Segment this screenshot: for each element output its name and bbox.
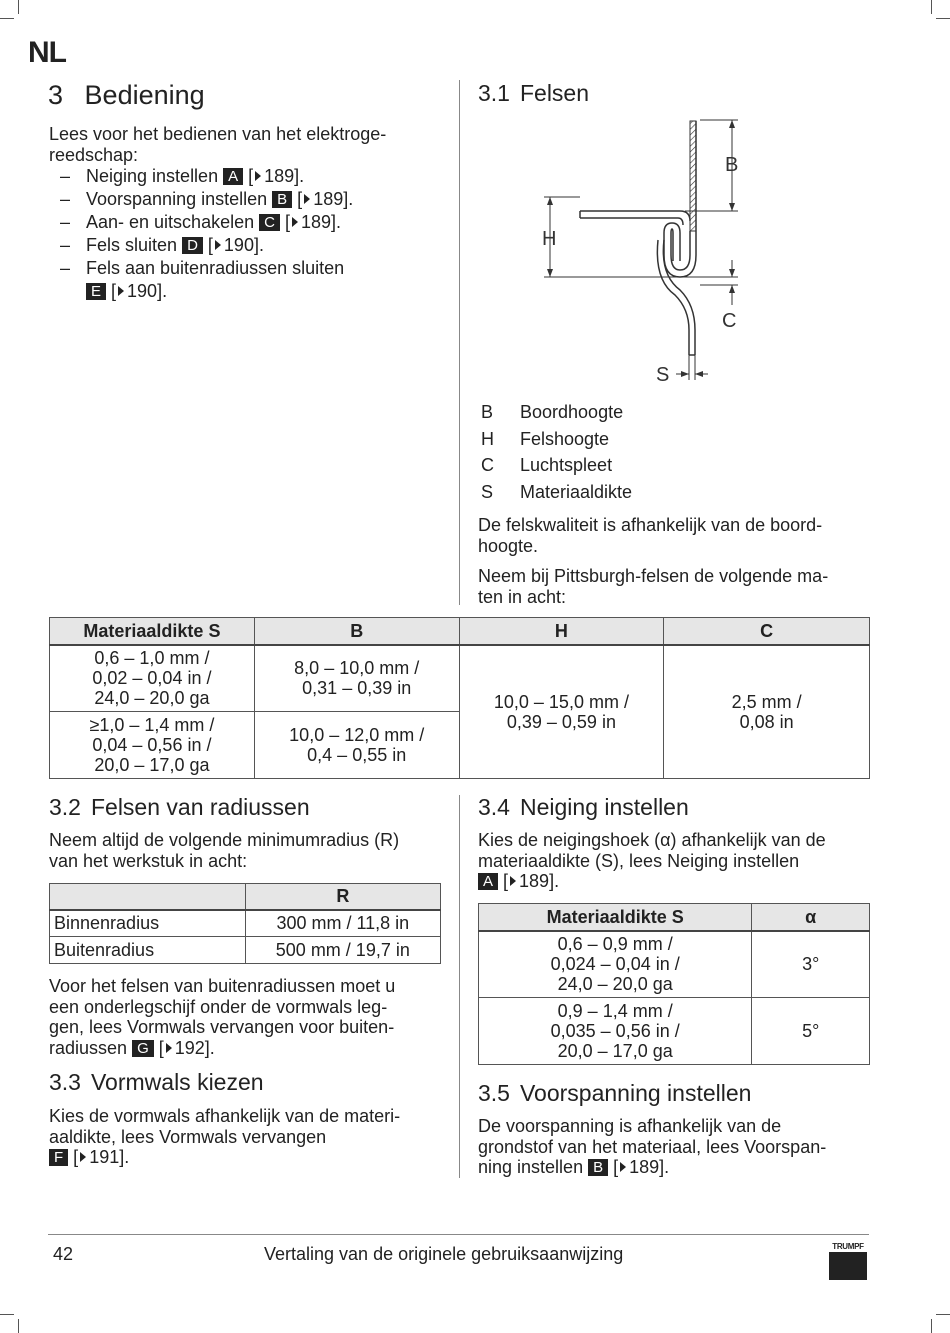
- step-text: Neiging instellen: [86, 166, 219, 186]
- figure-key-badge: A: [478, 873, 498, 890]
- s35-paragraph: De voorspanning is afhankelijk van de grondstof van het materiaal, lees Voorspan- ning instellen B [ 189].: [478, 1116, 827, 1177]
- figure-key-badge: D: [182, 237, 203, 254]
- tilt-angle-table: [478, 903, 870, 1065]
- diagram-label-c: C: [722, 310, 737, 332]
- table-cell: 0,6 – 0,9 mm / 0,024 – 0,04 in / 24,0 – 20,0 ga: [479, 931, 752, 998]
- figure-key-badge: E: [86, 283, 106, 300]
- figure-key-badge: B: [272, 191, 292, 208]
- s32-paragraph-1: Neem altijd de volgende minimumradius (R) van het werkstuk in acht:: [49, 830, 400, 871]
- figure-key-badge: C: [259, 214, 280, 231]
- page-ref-link[interactable]: 192].: [174, 1037, 215, 1058]
- table-cell: 3°: [752, 931, 870, 998]
- table-cell: 10,0 – 15,0 mm / 0,39 – 0,59 in: [459, 645, 664, 779]
- seam-diagram: [540, 115, 750, 385]
- diagram-label-h: H: [542, 228, 557, 250]
- footer-divider: [48, 1234, 869, 1235]
- column-divider: [459, 80, 460, 605]
- chapter-title-text: Bediening: [84, 80, 205, 110]
- table-cell: 300 mm / 11,8 in: [245, 910, 440, 937]
- figure-key-badge: A: [223, 168, 243, 185]
- footer-text: Vertaling van de originele gebruiksaanwijzing: [264, 1244, 624, 1264]
- figure-key-badge: G: [132, 1040, 154, 1057]
- table-header: R: [245, 884, 440, 910]
- table-cell: 8,0 – 10,0 mm / 0,31 – 0,39 in: [254, 645, 459, 712]
- page-ref-arrow-icon: [166, 1043, 172, 1053]
- step-page-ref[interactable]: 189].: [300, 212, 342, 232]
- step-page-ref[interactable]: 190].: [127, 281, 168, 301]
- column-divider: [459, 795, 460, 1178]
- table-header: α: [752, 904, 870, 931]
- step-item: – Aan- en uitschakelen C [ 189].: [60, 212, 342, 232]
- step-page-ref[interactable]: 190].: [223, 235, 264, 255]
- table-cell: 5°: [752, 998, 870, 1065]
- step-item: – Voorspanning instellen B [ 189].: [60, 189, 354, 209]
- intro-text: Lees voor het bedienen van het elektroge- reedschap:: [49, 124, 387, 165]
- page-ref-arrow-icon: [304, 194, 310, 204]
- table-header: C: [664, 618, 870, 645]
- logo-text: TRUMPF: [832, 1242, 864, 1251]
- table-header: [50, 884, 246, 910]
- step-item: – Neiging instellen A [ 189].: [60, 166, 305, 186]
- page-ref-arrow-icon: [80, 1152, 86, 1162]
- section-3-3-title: 3.3 Vormwals kiezen: [49, 1069, 264, 1095]
- page-ref-link[interactable]: 189].: [629, 1157, 670, 1177]
- page-ref-arrow-icon: [215, 240, 221, 250]
- table-header: B: [254, 618, 459, 645]
- diagram-label-b: B: [725, 154, 739, 176]
- diagram-label-s: S: [656, 364, 670, 385]
- table-cell: 10,0 – 12,0 mm / 0,4 – 0,55 in: [254, 712, 459, 779]
- s31-paragraph-2: Neem bij Pittsburgh-felsen de volgende ma- ten in acht:: [478, 566, 829, 607]
- steps-list: [60, 165, 353, 303]
- page-ref-arrow-icon: [292, 217, 298, 227]
- table-header: Materiaaldikte S: [479, 904, 752, 931]
- language-code: NL: [28, 36, 66, 69]
- table-cell: 500 mm / 19,7 in: [245, 937, 440, 964]
- step-page-ref[interactable]: 189].: [313, 189, 354, 209]
- page-number: 42: [53, 1244, 74, 1264]
- table-header: Materiaaldikte S: [50, 618, 255, 645]
- s34-paragraph: Kies de neigingshoek (α) afhankelijk van de materiaaldikte (S), lees Neiging instellen A [ 189].: [478, 830, 826, 891]
- figure-key-badge: F: [49, 1149, 68, 1166]
- step-text: Fels sluiten: [86, 235, 178, 255]
- s33-paragraph: Kies de vormwals afhankelijk van de materi- aaldikte, lees Vormwals vervangen F [ 191].: [49, 1106, 401, 1167]
- page-ref-arrow-icon: [620, 1162, 626, 1172]
- pittsburgh-seam-table: [49, 617, 870, 779]
- table-cell: 0,9 – 1,4 mm / 0,035 – 0,56 in / 20,0 – 17,0 ga: [479, 998, 752, 1065]
- table-cell: 2,5 mm / 0,08 in: [664, 645, 870, 779]
- table-cell: Buitenradius: [50, 937, 246, 964]
- chapter-title: [48, 80, 205, 111]
- section-3-2-title: 3.2 Felsen van radiussen: [49, 794, 310, 820]
- s31-paragraph-1: De felskwaliteit is afhankelijk van de boord- hoogte.: [478, 515, 823, 556]
- table-cell: 0,6 – 1,0 mm / 0,02 – 0,04 in / 24,0 – 20,0 ga: [50, 645, 255, 712]
- step-text: Voorspanning instellen: [86, 189, 268, 209]
- page-ref-arrow-icon: [510, 876, 516, 886]
- radius-table: [49, 883, 441, 964]
- step-text: Aan- en uitschakelen: [86, 212, 255, 232]
- page-ref-link[interactable]: 191].: [89, 1147, 130, 1167]
- trumpf-logo: [829, 1242, 867, 1280]
- table-cell: ≥1,0 – 1,4 mm / 0,04 – 0,56 in / 20,0 – 17,0 ga: [50, 712, 255, 779]
- step-item: – Fels aan buitenradiussen sluiten E [ 190].: [60, 258, 345, 301]
- section-3-4-title: 3.4 Neiging instellen: [478, 794, 689, 820]
- section-3-5-title: 3.5 Voorspanning instellen: [478, 1080, 752, 1106]
- page-ref-link[interactable]: 189].: [519, 871, 560, 891]
- step-text: Fels aan buitenradiussen sluiten: [86, 258, 345, 278]
- logo-block: [829, 1252, 867, 1280]
- table-header: H: [459, 618, 664, 645]
- step-page-ref[interactable]: 189].: [264, 166, 305, 186]
- s32-paragraph-2: Voor het felsen van buitenradiussen moet u een onderlegschijf onder de vormwals leg- gen, lees Vormwals vervangen voor buiten- radiussen G [ 192].: [49, 976, 396, 1058]
- chapter-number: 3: [48, 80, 64, 110]
- table-cell: Binnenradius: [50, 910, 246, 937]
- page-ref-arrow-icon: [118, 286, 124, 296]
- step-item: – Fels sluiten D [ 190].: [60, 235, 264, 255]
- figure-key-badge: B: [588, 1159, 608, 1176]
- page-ref-arrow-icon: [255, 171, 261, 181]
- section-3-1-title: 3.1 Felsen: [478, 80, 590, 106]
